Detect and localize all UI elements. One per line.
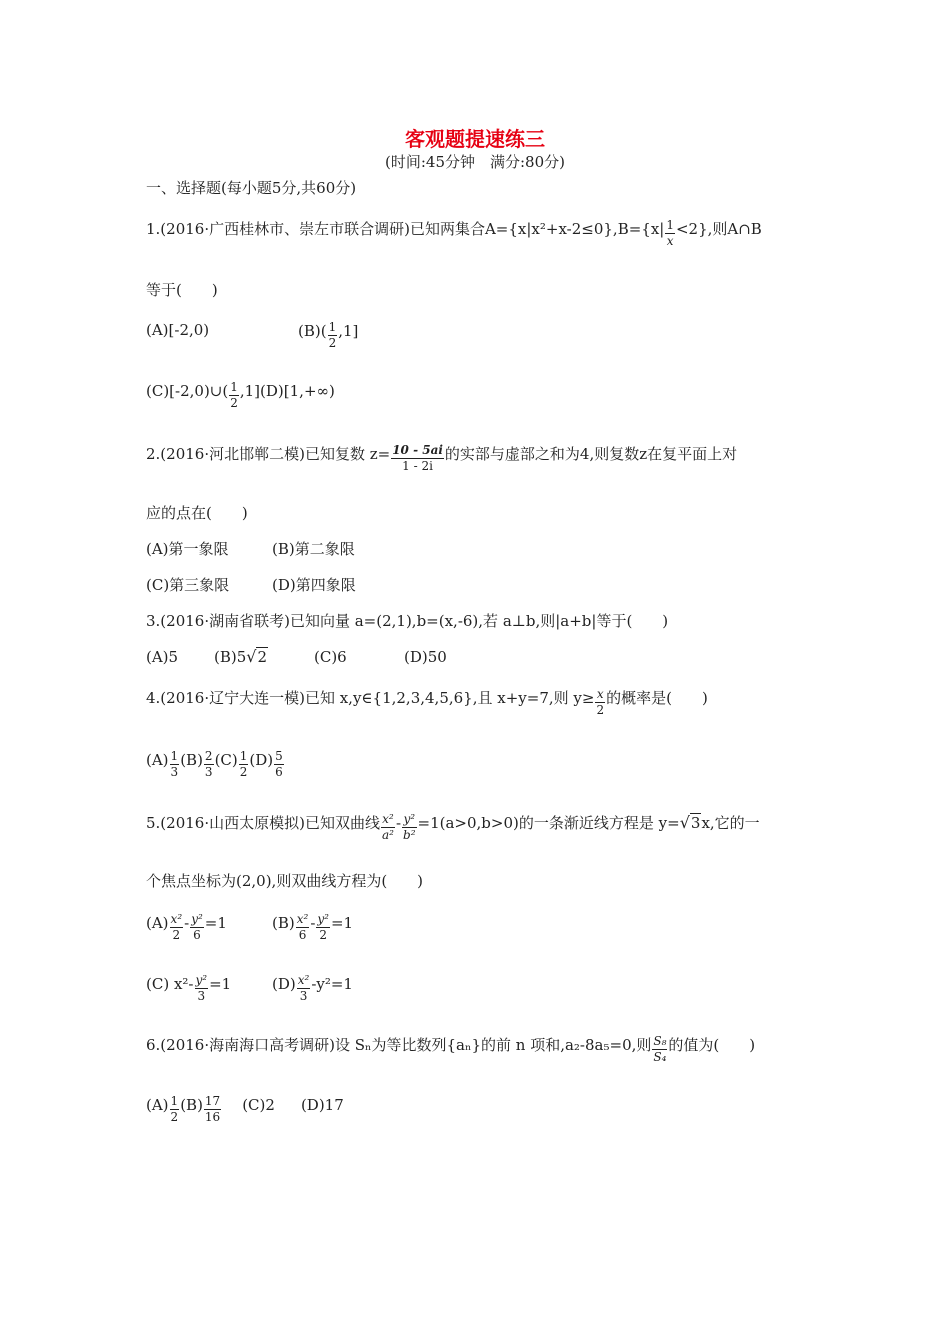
question-4-option-a: (A) — [146, 751, 169, 769]
question-2-option-c: (C)第三象限 — [146, 576, 230, 594]
question-3-option-c: (C)6 — [314, 648, 347, 666]
question-6-option-d: (D)17 — [300, 1096, 344, 1114]
fraction: $\frac{1}{x}$ — [666, 218, 674, 248]
question-1-stem: 1.(2016·广西桂林市、崇左市联合调研)已知两集合A={x|x²+x-2≤0},B={x| $\frac{1}{x}$ <2},则A∩B — [146, 218, 762, 248]
question-6-option-a: (A) — [146, 1096, 169, 1114]
question-4-option-b: (B) — [180, 751, 203, 769]
question-1-option-a: (A)[-2,0) — [146, 321, 210, 339]
question-6-stem: 6.(2016·海南海口高考调研)设 Sₙ为等比数列{aₙ}的前 n 项和,a₂-8a₅=0,则 $\frac{\text{S₈}}{\text{S₄}}$ 的值为( ) — [146, 1034, 756, 1064]
question-5-option-b: (B) $\frac{\text{x²}}{6}$ - $\frac{\text{y²}}{2}$ =1 — [272, 912, 354, 942]
question-1-stem-cont: 等于( ) — [146, 281, 218, 299]
question-4-option-c: (C) — [214, 751, 238, 769]
question-4-options: (A) $\frac{1}{3}$ (B) $\frac{2}{3}$ (C) $\frac{1}{2}$ (D) $\frac{5}{6}$ — [146, 749, 283, 779]
question-5-option-d: (D) $\frac{\text{x²}}{3}$ -y²=1 — [272, 973, 353, 1003]
question-2-option-a: (A)第一象限 — [146, 540, 229, 558]
question-6-option-c: (C)2 — [242, 1096, 275, 1114]
question-2-stem: 2.(2016·河北邯郸二模)已知复数 z= $\frac{10 - 5ai}{1 - 2i}$ 的实部与虚部之和为4,则复数z在复平面上对 — [146, 443, 738, 473]
question-5-stem-cont: 个焦点坐标为(2,0),则双曲线方程为( ) — [146, 872, 424, 890]
document-subtitle: (时间:45分钟 满分:80分) — [385, 153, 565, 171]
question-5-stem: 5.(2016·山西太原模拟)已知双曲线 $\frac{\text{x²}}{\text{a²}}$ - $\frac{\text{y²}}{\text{b²}}$ =1(a>0,b>0)的一条渐近线方程是 y=√3x,它的一 — [146, 812, 760, 842]
question-6-option-b: (B) — [180, 1096, 203, 1114]
document-title: 客观题提速练三 — [405, 127, 545, 151]
question-6-options: (A) $\frac{1}{2}$ (B) $\frac{17}{16}$ (C)2 (D)17 — [146, 1094, 344, 1124]
question-2-option-d: (D)第四象限 — [272, 576, 356, 594]
question-5-option-c: (C) x²- $\frac{\text{y²}}{3}$ =1 — [146, 973, 232, 1003]
question-3-option-a: (A)5 — [146, 648, 179, 666]
question-3-option-d: (D)50 — [404, 648, 447, 666]
question-4-stem: 4.(2016·辽宁大连一模)已知 x,y∈{1,2,3,4,5,6},且 x+y=7,则 y≥ $\frac{x}{2}$ 的概率是( ) — [146, 687, 708, 717]
section-heading: 一、选择题(每小题5分,共60分) — [146, 179, 357, 197]
question-2-stem-cont: 应的点在( ) — [146, 504, 248, 522]
question-1-option-b: (B)( $\frac{1}{2}$ ,1] — [298, 320, 359, 350]
question-4-option-d: (D) — [249, 751, 274, 769]
question-1-option-c: (C)[-2,0)∪( $\frac{1}{2}$ ,1](D)[1,+∞) — [146, 380, 335, 410]
question-5-option-a: (A) $\frac{\text{x²}}{2}$ - $\frac{\text{y²}}{6}$ =1 — [146, 912, 227, 942]
question-1-option-d: (D)[1,+∞) — [260, 382, 335, 400]
question-2-option-b: (B)第二象限 — [272, 540, 355, 558]
question-3-option-b: (B)5√2 — [214, 647, 268, 666]
question-3-stem: 3.(2016·湖南省联考)已知向量 a=(2,1),b=(x,-6),若 a⊥b,则|a+b|等于( ) — [146, 612, 669, 630]
fraction: $\frac{10 - 5ai}{1 - 2i}$ — [392, 443, 443, 473]
